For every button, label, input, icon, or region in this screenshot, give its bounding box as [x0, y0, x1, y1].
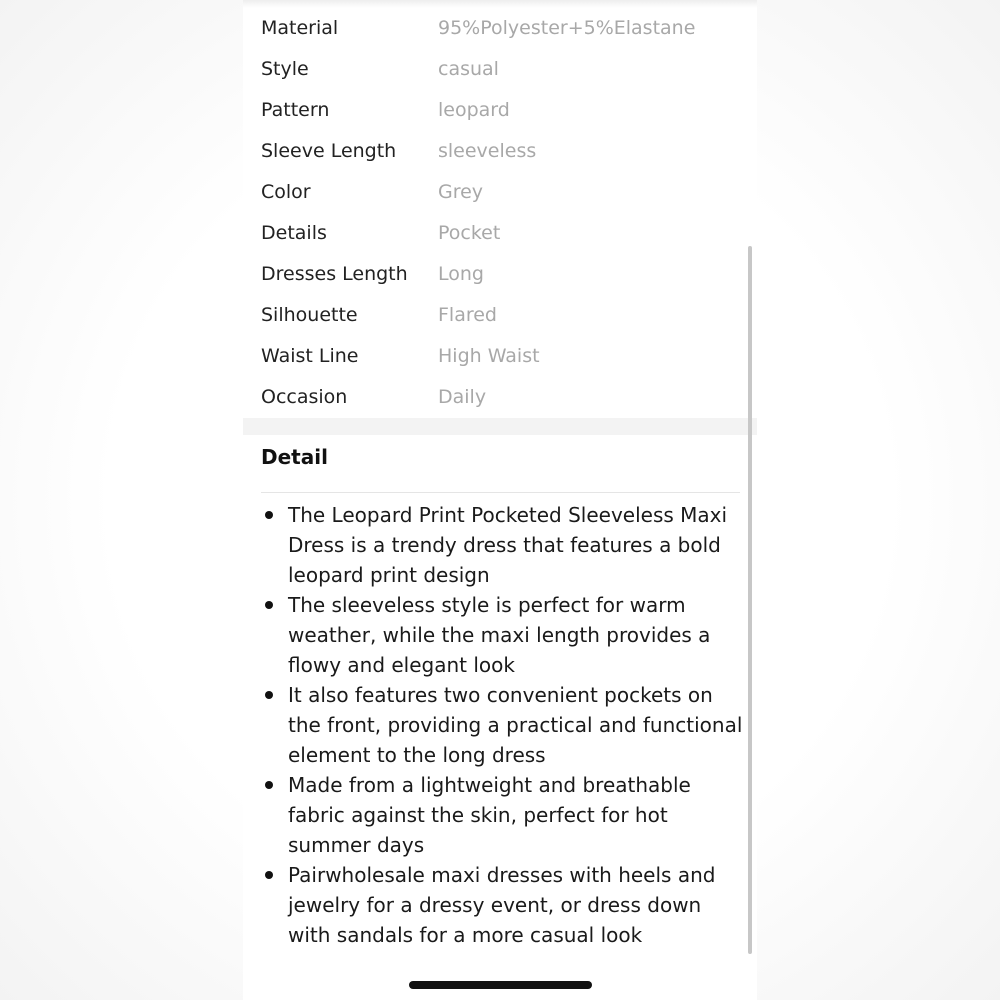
- spec-row-dresses-length: [261, 256, 731, 292]
- bullet-icon: [265, 511, 273, 519]
- spec-label: Dresses Length: [261, 263, 408, 285]
- spec-label: Sleeve Length: [261, 140, 397, 162]
- detail-bullet-item: [261, 680, 743, 770]
- spec-value: Flared: [438, 304, 497, 326]
- spec-label: Pattern: [261, 99, 330, 121]
- spec-value: leopard: [438, 99, 510, 121]
- bullet-icon: [265, 601, 273, 609]
- detail-section: [243, 435, 757, 1000]
- detail-bullet-text: It also features two convenient pockets on the front, providing a practical and functional element to the long dress: [288, 683, 743, 767]
- spec-row-style: [261, 51, 731, 87]
- spec-value: casual: [438, 58, 499, 80]
- spec-value: Pocket: [438, 222, 501, 244]
- vertical-scrollbar[interactable]: [748, 246, 752, 954]
- bullet-icon: [265, 691, 273, 699]
- spec-value: Daily: [438, 386, 487, 408]
- spec-label: Color: [261, 181, 311, 203]
- detail-bullet-text: Made from a lightweight and breathable fabric against the skin, perfect for hot summer days: [288, 773, 691, 857]
- detail-heading: Detail: [261, 445, 328, 469]
- spec-value: Long: [438, 263, 484, 285]
- top-shadow: [243, 0, 757, 8]
- product-detail-screen[interactable]: [243, 0, 757, 1000]
- spec-row-color: [261, 174, 731, 210]
- detail-bullet-text: The sleeveless style is perfect for warm weather, while the maxi length provides a flowy and elegant look: [288, 593, 711, 677]
- spec-value: Grey: [438, 181, 484, 203]
- spec-label: Material: [261, 17, 339, 39]
- spec-label: Silhouette: [261, 304, 358, 326]
- section-separator: [243, 418, 757, 435]
- spec-row-silhouette: [261, 297, 731, 333]
- spec-row-material: [261, 10, 731, 46]
- spec-value: sleeveless: [438, 140, 537, 162]
- detail-divider: [261, 492, 740, 493]
- spec-row-waist-line: [261, 338, 731, 374]
- spec-value: High Waist: [438, 345, 540, 367]
- spec-label: Details: [261, 222, 327, 244]
- product-specs-table: [243, 8, 757, 418]
- spec-row-details: [261, 215, 731, 251]
- spec-label: Occasion: [261, 386, 348, 408]
- spec-row-sleeve-length: [261, 133, 731, 169]
- spec-row-pattern: [261, 92, 731, 128]
- home-indicator[interactable]: [409, 981, 592, 989]
- detail-bullet-text: Pairwholesale maxi dresses with heels and jewelry for a dressy event, or dress down with sandals for a more casual look: [288, 863, 716, 947]
- detail-bullet-text: The Leopard Print Pocketed Sleeveless Maxi Dress is a trendy dress that features a bold leopard print design: [288, 503, 728, 587]
- spec-label: Waist Line: [261, 345, 359, 367]
- bullet-icon: [265, 871, 273, 879]
- bullet-icon: [265, 781, 273, 789]
- spec-label: Style: [261, 58, 309, 80]
- detail-bullet-item: [261, 500, 743, 590]
- detail-bullet-item: [261, 590, 743, 680]
- detail-bullet-item: [261, 770, 743, 860]
- spec-value: 95%Polyester+5%Elastane: [438, 17, 696, 39]
- detail-bullet-list: [261, 500, 743, 950]
- detail-bullet-item: [261, 860, 743, 950]
- spec-row-occasion: [261, 379, 731, 415]
